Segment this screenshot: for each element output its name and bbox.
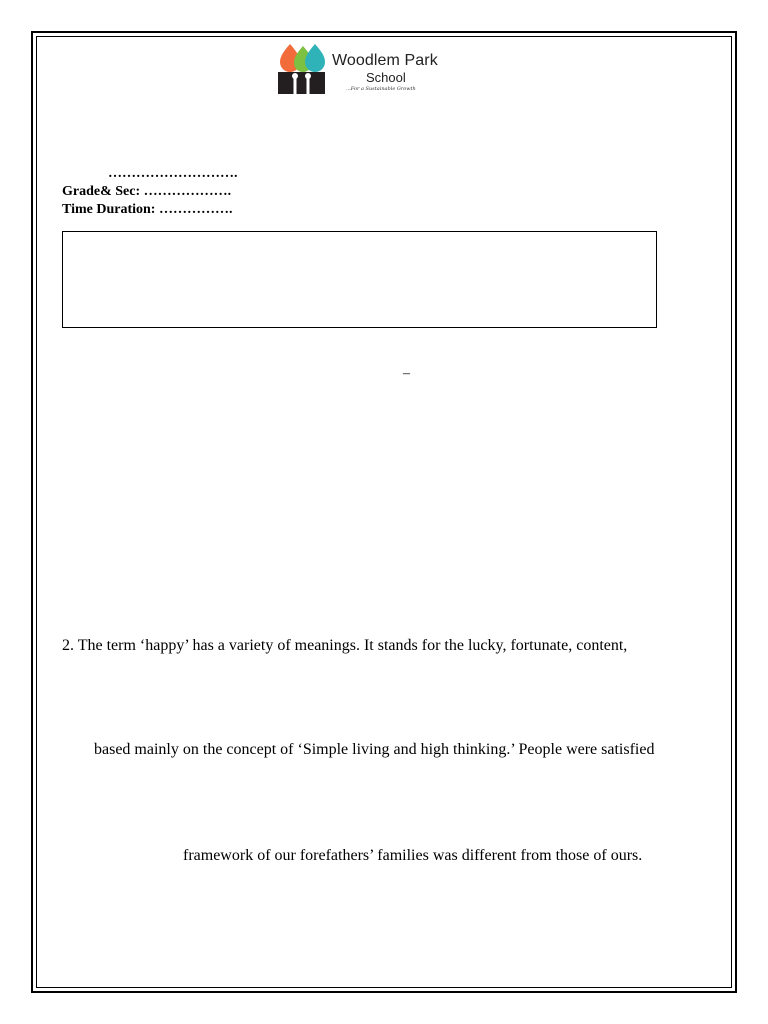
school-logo bbox=[278, 42, 458, 98]
answer-box bbox=[62, 231, 657, 328]
paragraph-line-1: 2. The term ‘happy’ has a variety of meanings. It stands for the lucky, fortunate, content, bbox=[62, 637, 628, 654]
school-logo-icon bbox=[278, 42, 328, 96]
time-duration-field: Time Duration: ……………. bbox=[62, 202, 233, 217]
school-name: Woodlem Park bbox=[332, 52, 438, 69]
paragraph-line-3: framework of our forefathers’ families was different from those of ours. bbox=[183, 847, 643, 864]
dash-mark: – bbox=[403, 366, 410, 381]
name-field-dots: ………………………. bbox=[108, 166, 238, 181]
school-tagline: ...For a Sustainable Growth bbox=[346, 86, 416, 92]
grade-sec-field: Grade& Sec: ………………. bbox=[62, 184, 232, 199]
school-sub: School bbox=[366, 70, 406, 85]
paragraph-line-2: based mainly on the concept of ‘Simple living and high thinking.’ People were satisfied bbox=[94, 741, 655, 758]
